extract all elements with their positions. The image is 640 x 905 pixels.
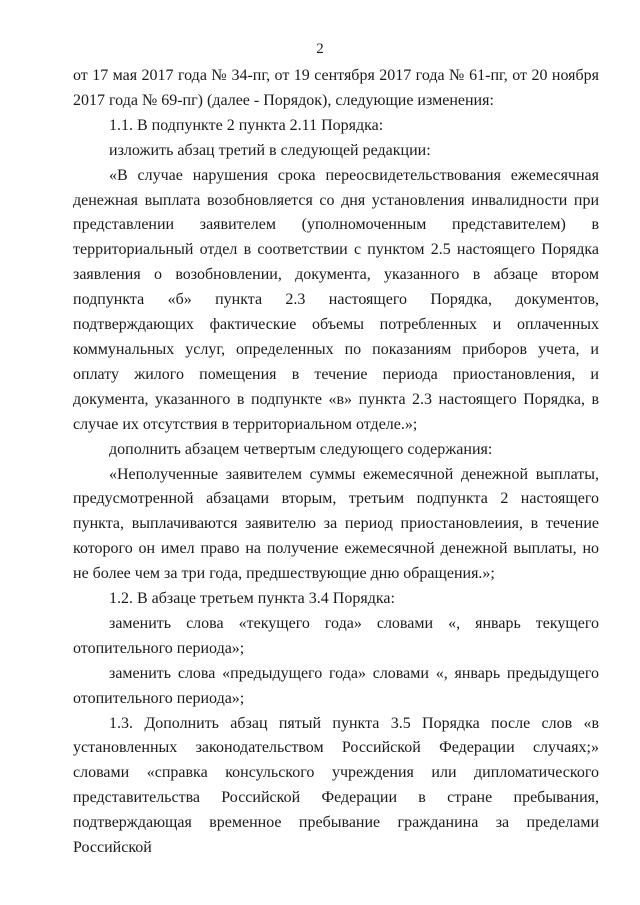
paragraph-subclause-1-2: 1.2. В абзаце третьем пункта 3.4 Порядка: [109,590,395,608]
paragraph-replace-previous-year: заменить слова «предыдущего года» словами «, январь предыдущего отопительного периода»; [73,664,599,707]
paragraph-quoted-text-1: «В случае нарушения срока переосвидетельствования ежемесячная денежная выплата возобновляется со дня установления инвалидности при представлении заявителем (уполномоченным представителем) в территориальный отдел в соответствии с пунктом 2.5 настоящего Порядка заявления о возобновлении, документа, указанного в абзаце втором подпункта «б» пункта 2.3 настоящего Порядка, документов, подтверждающих фактические объемы потребленных и оплаченных коммунальных услуг, определенных по показаниям приборов учета, и оплату жилого помещения в течение периода приостановления, и документа, указанного в подпункте «в» пункта 2.3 настоящего Порядка, в случае их отсутствия в территориальном отделе.»; [73,166,599,433]
paragraph-subclause-1-3: 1.3. Дополнить абзац пятый пункта 3.5 Порядка после слов «в установленных законодательством Российской Федерации случаях;» словами «справка консульского учреждения или дипломатического представительства Российской Федерации в стране пребывания, подтверждающая временное пребывание гражданина за пределами Российской [73,714,599,857]
paragraph-instruction-add: дополнить абзацем четвертым следующего содержания: [109,440,493,458]
paragraph-continuation: от 17 мая 2017 года № 34-пг, от 19 сентября 2017 года № 61-пг, от 20 ноября 2017 года № 69-пг) (далее - Порядок), следующие изменения: [73,67,599,109]
paragraph-quoted-text-2: «Неполученные заявителем суммы ежемесячной денежной выплаты, предусмотренной абзацами вторым, третьим подпункта 2 настоящего пункта, выплачиваются заявителю за период приостановлеиия, в течение которого он имел право на получение ежемесячной денежной выплаты, но не более чем за три года, предшествующие дню обращения.»; [73,465,599,583]
paragraph-subclause-1-1: 1.1. В подпункте 2 пункта 2.11 Порядка: [109,116,384,134]
paragraph-instruction-restate: изложить абзац третий в следующей редакции: [109,141,431,159]
document-body [73,64,599,861]
paragraph-replace-current-year: заменить слова «текущего года» словами «, январь текущего отопительного периода»; [73,614,599,657]
page-number: 2 [316,41,324,57]
